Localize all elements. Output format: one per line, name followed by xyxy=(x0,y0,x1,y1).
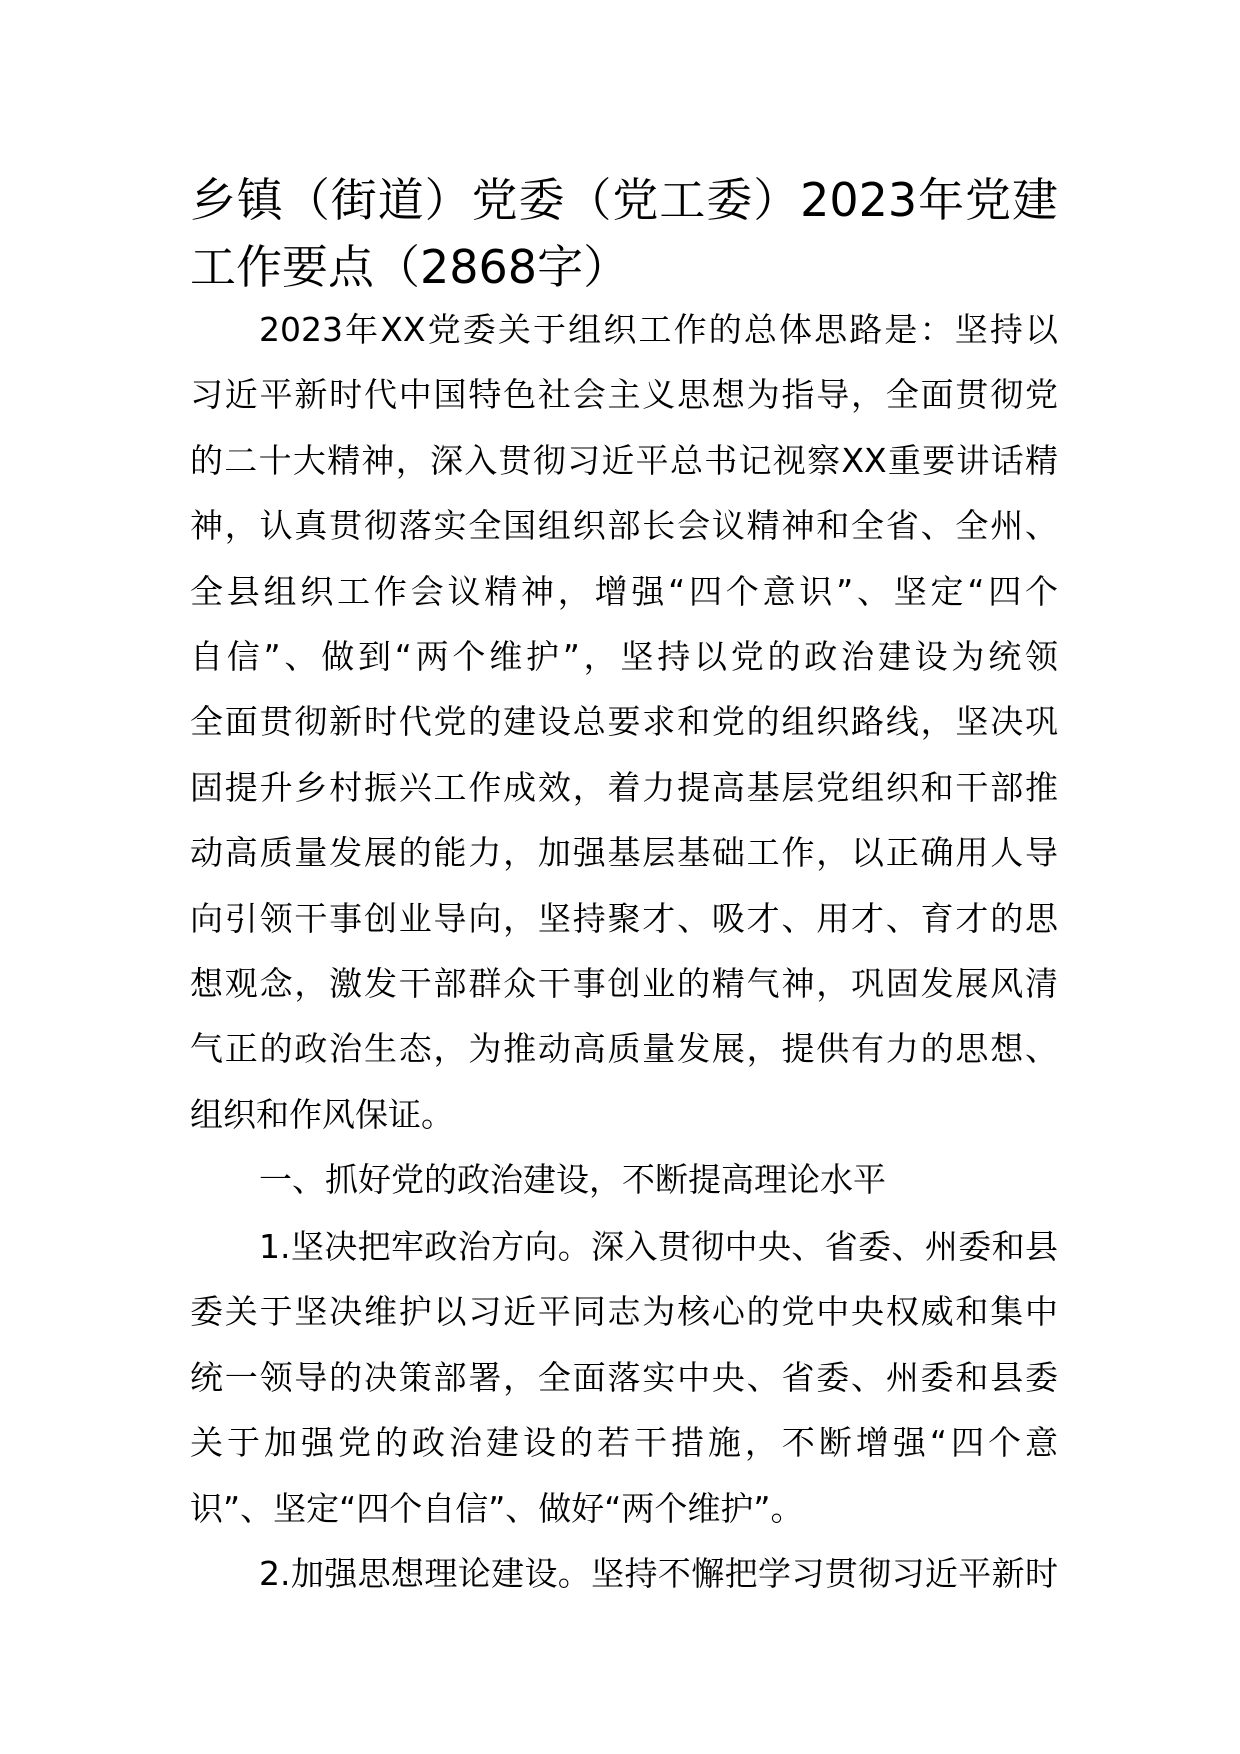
text-line: 自信”、做到“两个维护”，坚持以党的政治建设为统领 xyxy=(190,636,1058,676)
text-line: 统一领导的决策部署，全面落实中央、省委、州委和县委 xyxy=(190,1357,1058,1397)
text-line: 向引领干事创业导向，坚持聚才、吸才、用才、育才的思 xyxy=(190,898,1058,938)
text-line: 气正的政治生态，为推动高质量发展，提供有力的思想、 xyxy=(190,1029,1058,1069)
text-line: 的二十大精神，深入贯彻习近平总书记视察XX重要讲话精 xyxy=(190,440,1058,480)
text-line: 委关于坚决维护以习近平同志为核心的党中央权威和集中 xyxy=(190,1292,1058,1332)
text-line: 组织和作风保证。 xyxy=(190,1094,454,1134)
section-heading xyxy=(190,1147,1058,1212)
text-line: 全县组织工作会议精神，增强“四个意识”、坚定“四个 xyxy=(190,571,1058,611)
item-1-paragraph xyxy=(190,1214,1058,1541)
text-line: 习近平新时代中国特色社会主义思想为指导，全面贯彻党 xyxy=(190,375,1058,415)
text-line: 2.加强思想理论建设。坚持不懈把学习贯彻习近平新时 xyxy=(259,1554,1058,1593)
text-line: 1.坚决把牢政治方向。深入贯彻中央、省委、州委和县 xyxy=(259,1227,1058,1266)
title-line: 乡镇（街道）党委（党工委）2023年党建 xyxy=(190,173,1058,227)
section-heading-text: 一、抓好党的政治建设，不断提高理论水平 xyxy=(259,1160,886,1199)
text-line: 关于加强党的政治建设的若干措施，不断增强“四个意 xyxy=(190,1423,1058,1463)
text-line: 固提升乡村振兴工作成效，着力提高基层党组织和干部推 xyxy=(190,767,1058,807)
text-line: 想观念，激发干部群众干事创业的精气神，巩固发展风清 xyxy=(190,963,1058,1003)
text-line: 神，认真贯彻落实全国组织部长会议精神和全省、全州、 xyxy=(190,506,1058,546)
text-line: 动高质量发展的能力，加强基层基础工作，以正确用人导 xyxy=(190,833,1058,873)
intro-paragraph xyxy=(190,297,1058,1147)
title-line: 工作要点（2868字） xyxy=(190,240,630,294)
text-line: 全面贯彻新时代党的建设总要求和党的组织路线，坚决巩 xyxy=(190,702,1058,742)
text-line: 识”、坚定“四个自信”、做好“两个维护”。 xyxy=(190,1488,804,1528)
document-title xyxy=(190,167,1058,301)
text-line: 2023年XX党委关于组织工作的总体思路是：坚持以 xyxy=(259,310,1058,349)
item-2-paragraph xyxy=(190,1541,1058,1606)
